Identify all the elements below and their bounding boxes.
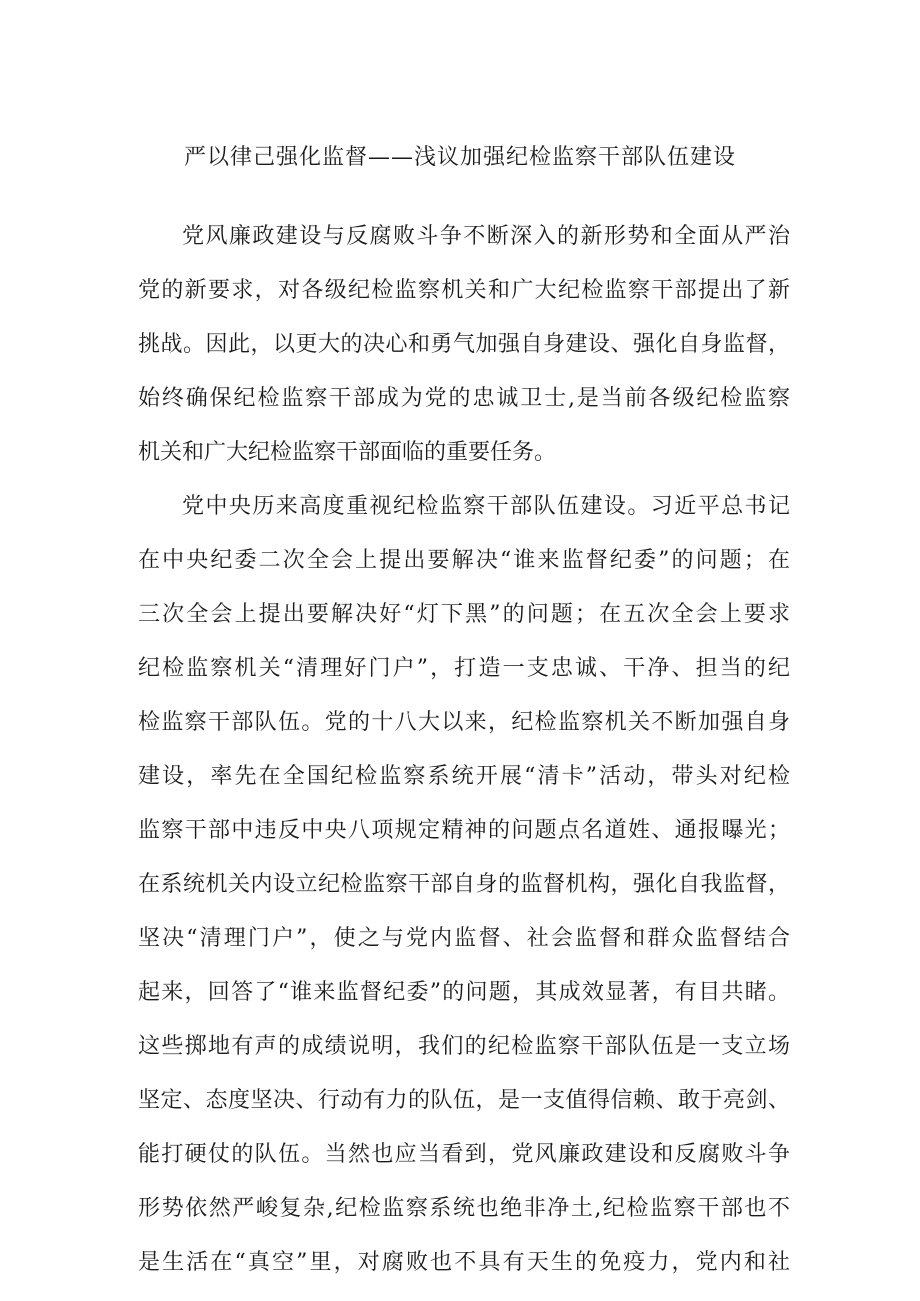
document-title: 严以律己强化监督——浅议加强纪检监察干部队伍建设 [183, 145, 736, 170]
document-body [138, 210, 790, 1290]
paragraph-line: 形势依然严峻复杂,纪检监察系统也绝非净土,纪检监察干部也不 [138, 1196, 790, 1221]
paragraph-line: 党的新要求，对各级纪检监察机关和广大纪检监察干部提出了新 [138, 278, 790, 303]
paragraph-line: 机关和广大纪检监察干部面临的重要任务。 [138, 440, 557, 465]
paragraph-1 [138, 210, 790, 480]
paragraph-line: 纪检监察机关“清理好门户”，打造一支忠诚、干净、担当的纪 [138, 656, 790, 681]
paragraph-line: 党中央历来高度重视纪检监察干部队伍建设。习近平总书记 [182, 494, 790, 519]
paragraph-line: 能打硬仗的队伍。当然也应当看到，党风廉政建设和反腐败斗争 [138, 1142, 790, 1167]
paragraph-line: 始终确保纪检监察干部成为党的忠诚卫士,是当前各级纪检监察 [138, 386, 790, 411]
paragraph-line: 监察干部中违反中央八项规定精神的问题点名道姓、通报曝光； [138, 818, 790, 843]
paragraph-2 [138, 480, 790, 1290]
paragraph-line: 检监察干部队伍。党的十八大以来，纪检监察机关不断加强自身 [138, 710, 790, 735]
paragraph-line: 在系统机关内设立纪检监察干部自身的监督机构，强化自我监督， [138, 872, 790, 897]
paragraph-line: 起来，回答了“谁来监督纪委”的问题，其成效显著，有目共睹。 [138, 980, 790, 1005]
paragraph-line: 这些掷地有声的成绩说明，我们的纪检监察干部队伍是一支立场 [138, 1034, 790, 1059]
paragraph-line: 是生活在“真空”里，对腐败也不具有天生的免疫力，党内和社 [138, 1250, 790, 1275]
paragraph-line: 党风廉政建设与反腐败斗争不断深入的新形势和全面从严治 [182, 224, 790, 249]
paragraph-line: 在中央纪委二次全会上提出要解决“谁来监督纪委”的问题；在 [138, 548, 790, 573]
paragraph-line: 坚决“清理门户”，使之与党内监督、社会监督和群众监督结合 [138, 926, 790, 951]
paragraph-line: 三次全会上提出要解决好“灯下黑”的问题；在五次全会上要求 [138, 602, 790, 627]
paragraph-line: 坚定、态度坚决、行动有力的队伍，是一支值得信赖、敢于亮剑、 [138, 1088, 790, 1113]
paragraph-line: 建设，率先在全国纪检监察系统开展“清卡”活动，带头对纪检 [138, 764, 790, 789]
paragraph-line: 挑战。因此，以更大的决心和勇气加强自身建设、强化自身监督， [138, 332, 790, 357]
